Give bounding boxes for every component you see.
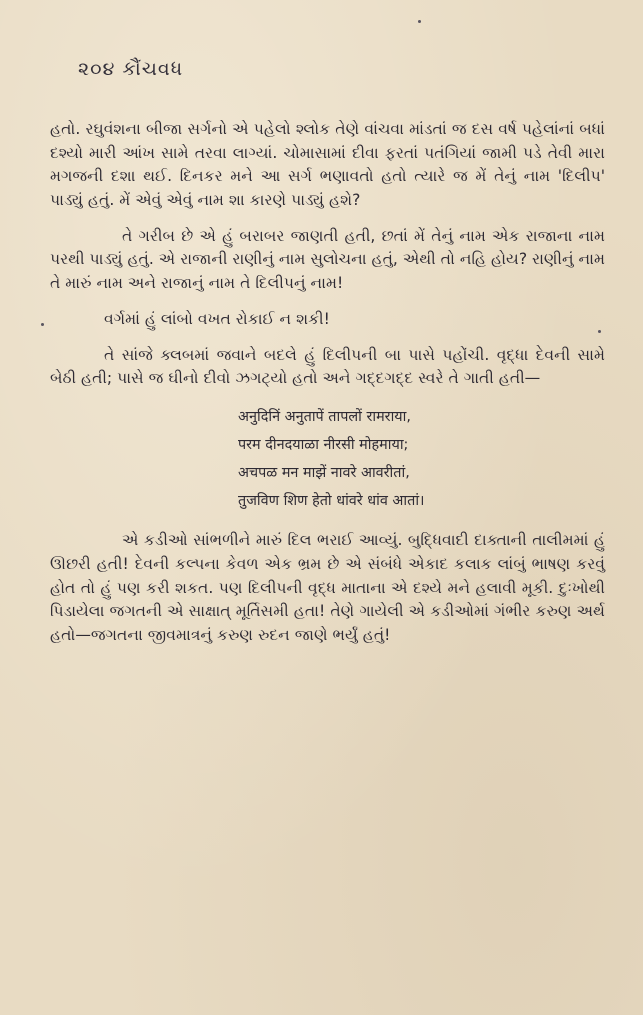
paragraph-2: તે ગરીબ છે એ હું બરાબર જાણતી હતી, છતાં મેં તેનું નામ એક રાજાના નામ પરથી પાડ્યું હતું. એ રાજાની રાણીનું નામ સુલોચના હતું, એથી તો નહિ હોય? રાણીનું નામ તે મારું નામ અને રાજાનું નામ તે દિલીપનું નામ!: [50, 226, 606, 293]
page-speck: [598, 330, 601, 333]
verse-line-3: अचपळ मन माझें नावरे आवरीतां,: [238, 465, 410, 482]
marathi-verse: [238, 403, 605, 515]
paragraph-3: વર્ગમાં હું લાંબો વખત રોકાઈ ન શકી!: [104, 309, 330, 328]
body-text: [50, 118, 605, 660]
running-head: ૨૦૪ કૌંચવધ: [78, 58, 184, 80]
paragraph-1: હતો. રઘુવંશના બીજા સર્ગનો એ પહેલો શ્લોક તેણે વાંચવા માંડતાં જ દસ વર્ષ પહેલાંનાં બધાં દશ્યો મારી આંખ સામે તરવા લાગ્યાં. ચોમાસામાં દીવા ફરતાં પતંગિયાં જામી પડે તેવી મારા મગજની દશા થઈ. દિનકર મને આ સર્ગ ભણાવતો હતો ત્યારે જ મેં તેનું નામ 'દિલીપ' પાડ્યું હતું. મેં એવું એવું નામ શા કારણે પાડ્યું હશે?: [50, 120, 605, 210]
page-speck: [41, 323, 44, 326]
page-speck: [418, 20, 421, 23]
paragraph-5: એ કડીઓ સાંભળીને મારું દિલ ભરાઈ આવ્યું. બુદ્ધિવાદી દાક્તાની તાલીમમાં હું ઊછરી હતી! દેવની કલ્પના કેવળ એક ભ્રમ છે એ સંબંધે એકાદ કલાક લાંબું ભાષણ કરવું હોત તો હું પણ કરી શકત. પણ દિલીપની વૃદ્ધ માતાના એ દશ્યે મને હલાવી મૂકી. દુઃખોથી પિડાયેલા જગતની એ સાક્ષાત્ મૂર્તિસમી હતા! તેણે ગાયેલી એ કડીઓમાં ગંભીર કરુણ અર્થ હતો—જગતના જીવમાત્રનું કરુણ રુદન જાણે ભર્યું હતું!: [50, 531, 605, 644]
verse-line-1: अनुदिनिं अनुतापें तापलों रामराया,: [238, 408, 411, 425]
paragraph-4: તે સાંજે ક્લબમાં જવાને બદલે હું દિલીપની બા પાસે પહોંચી. વૃદ્ધા દેવની સામે બેઠી હતી; પાસે જ ઘીનો દીવો ઝગટ્યો હતો અને ગદ્દગદ્દ સ્વરે તે ગાતી હતી—: [50, 345, 605, 388]
verse-line-4: तुजविण शिण हेतो धांवरे धांव आतां।: [238, 493, 425, 510]
verse-line-2: परम दीनदयाळा नीरसी मोहमाया;: [238, 436, 409, 453]
